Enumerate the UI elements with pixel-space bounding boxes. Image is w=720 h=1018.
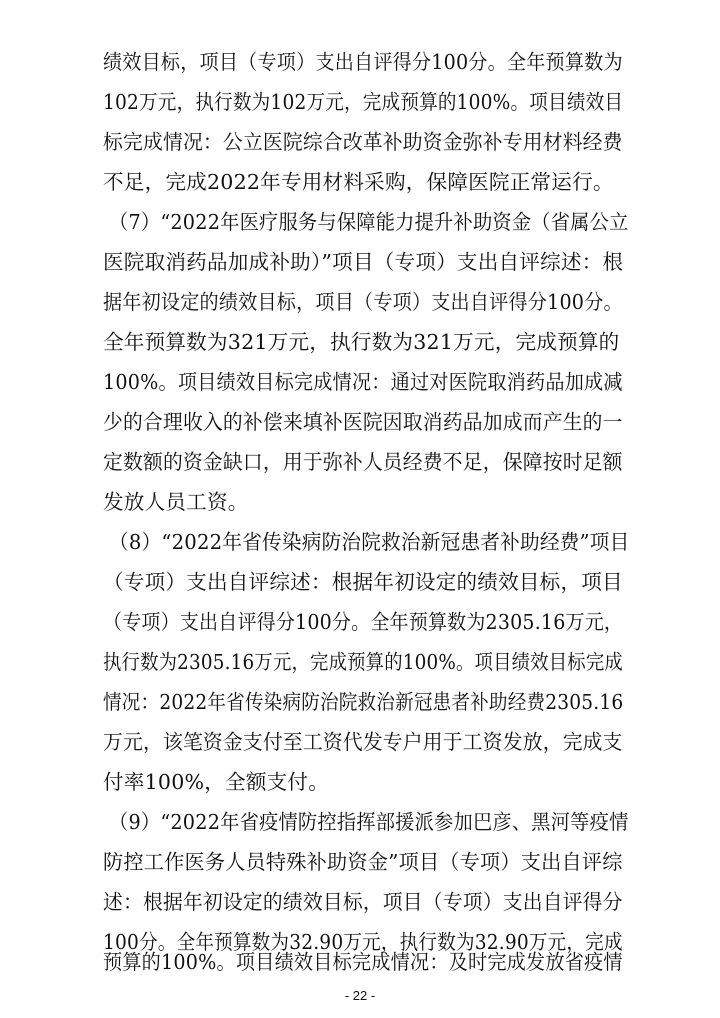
text-line: （专项）支出自评综述：根据年初设定的绩效目标，项目 <box>103 570 623 594</box>
text-line: 不足，完成2022年专用材料采购，保障医院正常运行。 <box>103 170 614 194</box>
text-line: （专项）支出自评得分100分。全年预算数为2305.16万元， <box>103 610 624 634</box>
text-line: 预算的100%。项目绩效目标完成情况：及时完成发放省疫情 <box>103 950 623 974</box>
text-line: 述：根据年初设定的绩效目标，项目（专项）支出自评得分 <box>103 890 623 914</box>
paragraph-heading-line: （9）“2022年省疫情防控指挥部援派参加巴彦、黑河等疫情 <box>109 810 629 834</box>
paragraph-heading-line: （7）“2022年医疗服务与保障能力提升补助资金（省属公立 <box>109 210 629 234</box>
text-line: 发放人员工资。 <box>103 490 249 514</box>
text-line: 情况：2022年省传染病防治院救治新冠患者补助经费2305.16 <box>103 690 624 714</box>
text-line: 少的合理收入的补偿来填补医院因取消药品加成而产生的一 <box>103 410 623 434</box>
text-line: 付率100%，全额支付。 <box>103 770 330 794</box>
text-line: 万元，该笔资金支付至工资代发专户用于工资发放，完成支 <box>103 730 623 754</box>
paragraph-heading-line: （8）“2022年省传染病防治院救治新冠患者补助经费”项目 <box>109 530 630 554</box>
text-line: 执行数为2305.16万元，完成预算的100%。项目绩效目标完成 <box>103 650 623 674</box>
text-line: 医院取消药品加成补助）”项目（专项）支出自评综述：根 <box>103 250 624 274</box>
text-line: 100分。全年预算数为32.90万元，执行数为32.90万元，完成 <box>103 930 623 954</box>
page-number: - 22 - <box>344 988 376 1003</box>
text-line: 全年预算数为321万元，执行数为321万元，完成预算的 <box>103 330 620 354</box>
text-line: 定数额的资金缺口，用于弥补人员经费不足，保障按时足额 <box>103 450 623 474</box>
text-line: 102万元，执行数为102万元，完成预算的100%。项目绩效目 <box>103 90 624 114</box>
text-line: 100%。项目绩效目标完成情况：通过对医院取消药品加成减 <box>103 370 623 394</box>
text-line: 据年初设定的绩效目标，项目（专项）支出自评得分100分。 <box>103 290 623 314</box>
text-line: 标完成情况：公立医院综合改革补助资金弥补专用材料经费 <box>103 130 623 154</box>
text-line: 绩效目标，项目（专项）支出自评得分100分。全年预算数为 <box>103 50 623 74</box>
text-line: 防控工作医务人员特殊补助资金”项目（专项）支出自评综 <box>103 850 623 874</box>
